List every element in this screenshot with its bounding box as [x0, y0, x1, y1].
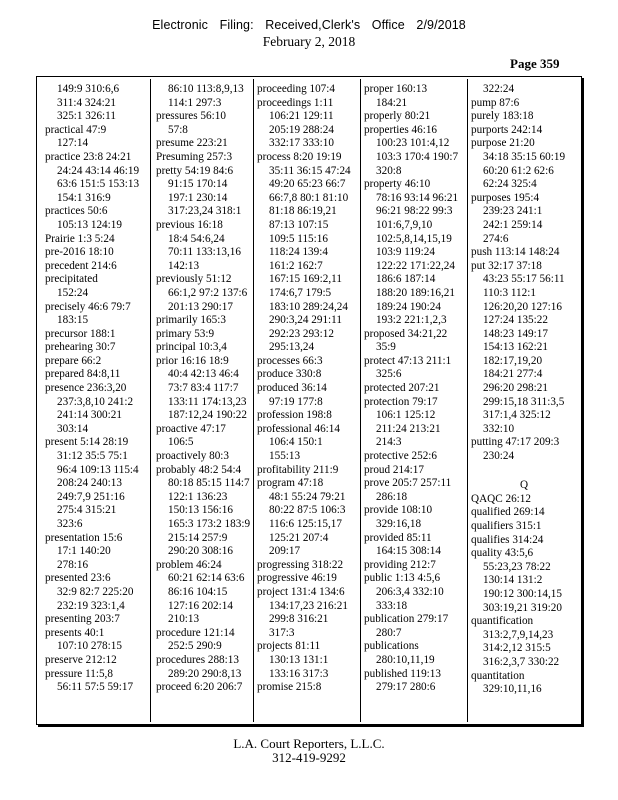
index-line: 280:10,11,19	[376, 653, 435, 666]
index-line: 183:10 289:24,24	[269, 300, 348, 313]
index-line: 187:12,24 190:22	[168, 409, 247, 422]
index-line: 133:16 317:3	[269, 667, 329, 680]
index-line: Prairie 1:3 5:24	[45, 232, 115, 245]
index-line: 279:17 280:6	[376, 681, 436, 694]
index-line: practical 47:9	[45, 123, 107, 136]
index-line: 249:7,9 251:16	[57, 490, 125, 503]
index-line: 66:1,2 97:2 137:6	[168, 286, 248, 299]
index-line: 80:18 85:15 114:7	[168, 477, 250, 490]
index-line: property 46:10	[364, 178, 431, 191]
index-line: 106:5	[168, 436, 194, 449]
index-line: 80:22 87:5 106:3	[269, 504, 346, 517]
index-line: 214:3	[376, 436, 402, 449]
index-line: 24:24 43:14 46:19	[57, 164, 140, 177]
index-table	[36, 76, 582, 725]
index-column-2	[156, 83, 262, 718]
index-line: problem 46:24	[156, 558, 222, 571]
index-line: 125:21 207:4	[269, 531, 329, 544]
index-line: 290:20 308:16	[168, 545, 233, 558]
index-line: 190:12 300:14,15	[483, 587, 562, 600]
index-line: practices 50:6	[45, 205, 108, 218]
index-line: 130:13 131:1	[269, 653, 329, 666]
stamp-date: 2/9/2018	[416, 18, 466, 32]
index-line: 186:6 187:14	[376, 273, 436, 286]
index-line: professional 46:14	[257, 422, 340, 435]
index-line: 116:6 125:15,17	[269, 518, 342, 530]
column-divider	[467, 79, 468, 722]
index-line: primarily 165:3	[156, 314, 226, 327]
index-line: 313:2,7,9,14,23	[483, 628, 554, 641]
index-line: publication 279:17	[364, 613, 449, 626]
index-line: 63:6 151:5 153:13	[57, 178, 140, 191]
index-line: processes 66:3	[257, 354, 323, 367]
index-line: 155:13	[269, 450, 301, 463]
index-line: 215:14 257:9	[168, 531, 228, 544]
index-line: precipitated	[45, 273, 98, 286]
index-line: proposed 34:21,22	[364, 327, 448, 340]
index-line: procedures 288:13	[156, 653, 239, 666]
index-line: proper 160:13	[364, 83, 428, 95]
index-line: prior 16:16 18:9	[156, 354, 229, 367]
index-line: 103:3 170:4 190:7	[376, 150, 459, 163]
index-line: 164:15 308:14	[376, 545, 441, 558]
index-line: 60:20 61:2 62:6	[483, 164, 554, 177]
index-line: protection 79:17	[364, 395, 438, 408]
index-line: 230:24	[483, 450, 515, 463]
index-line: 161:2 162:7	[269, 259, 323, 272]
index-line: 329:16,18	[376, 518, 422, 530]
index-line: progressing 318:22	[257, 558, 344, 571]
index-line: 101:6,7,9,10	[376, 218, 433, 231]
index-line: purely 183:18	[471, 110, 534, 123]
index-line: quality 43:5,6	[471, 547, 534, 560]
index-line: 106:21 129:11	[269, 110, 334, 123]
index-line: 197:1 230:14	[168, 191, 228, 204]
index-line: 296:20 298:21	[483, 382, 548, 395]
index-line: 286:18	[376, 490, 408, 503]
index-line: 189:24 190:24	[376, 300, 441, 313]
index-line: 317:3	[269, 626, 295, 639]
index-line: Presuming 257:3	[156, 150, 233, 163]
index-line: 48:1 55:24 79:21	[269, 490, 346, 503]
index-line: qualifies 314:24	[471, 533, 544, 546]
index-line: 126:20,20 127:16	[483, 300, 562, 313]
index-line: putting 47:17 209:3	[471, 436, 560, 449]
index-line: proceedings 1:11	[257, 96, 334, 109]
index-line: 118:24 139:4	[269, 246, 328, 259]
index-line: process 8:20 19:19	[257, 150, 342, 163]
index-line: 193:2 221:1,2,3	[376, 314, 447, 327]
index-line: prepared 84:8,11	[45, 368, 121, 381]
index-column-3	[257, 83, 363, 718]
index-line: 55:23,23 78:22	[483, 560, 551, 573]
index-line: 165:3 173:2 183:9	[168, 518, 251, 530]
stamp-received: Received,Clerk's	[265, 18, 361, 32]
index-line: preserve 212:12	[45, 653, 117, 666]
index-line: previous 16:18	[156, 218, 223, 231]
index-line: 106:4 150:1	[269, 436, 323, 449]
index-line: 182:17,19,20	[483, 354, 543, 367]
index-line: properly 80:21	[364, 110, 431, 123]
index-line: 86:10 113:8,9,13	[168, 83, 244, 95]
index-line: provide 108:10	[364, 504, 433, 517]
index-line: 325:1 326:11	[57, 110, 116, 123]
index-line: proceed 6:20 206:7	[156, 681, 243, 694]
index-line: pump 87:6	[471, 96, 520, 109]
index-line: 122:22 171:22,24	[376, 259, 455, 272]
index-line: presume 223:21	[156, 137, 228, 150]
index-line: 317:1,4 325:12	[483, 409, 551, 422]
index-line: public 1:13 4:5,6	[364, 572, 441, 585]
index-line: 35:11 36:15 47:24	[269, 164, 351, 177]
index-line: 290:3,24 291:11	[269, 314, 342, 327]
index-line: principal 10:3,4	[156, 341, 227, 354]
index-line: 174:6,7 179:5	[269, 286, 332, 299]
index-line: 299:8 316:21	[269, 613, 329, 626]
column-divider	[253, 79, 254, 722]
index-line: presentation 15:6	[45, 531, 123, 544]
index-line: published 119:13	[364, 667, 441, 680]
index-line: precisely 46:6 79:7	[45, 300, 131, 313]
index-column-4	[364, 83, 470, 718]
index-line: 109:5 115:16	[269, 232, 328, 245]
index-line: 31:12 35:5 75:1	[57, 450, 128, 463]
index-line: 149:9 310:6,6	[57, 83, 120, 95]
index-line: 154:1 316:9	[57, 191, 111, 204]
index-line: 127:24 135:22	[483, 314, 548, 327]
stamp-office: Office	[371, 18, 405, 32]
index-line: 34:18 35:15 60:19	[483, 150, 566, 163]
index-line: providing 212:7	[364, 558, 436, 571]
index-line: 97:19 177:8	[269, 395, 323, 408]
index-line: probably 48:2 54:4	[156, 463, 242, 476]
index-line: 206:3,4 332:10	[376, 585, 444, 598]
index-line: 148:23 149:17	[483, 327, 548, 340]
index-line: 252:5 290:9	[168, 640, 222, 653]
index-line: 134:17,23 216:21	[269, 599, 348, 612]
index-column-5	[471, 83, 577, 718]
index-line: properties 46:16	[364, 123, 438, 136]
index-line: progressive 46:19	[257, 572, 337, 585]
index-line: 107:10 278:15	[57, 640, 122, 653]
index-line: purposes 195:4	[471, 191, 540, 204]
index-line: 201:13 290:17	[168, 300, 233, 313]
index-line: presented 23:6	[45, 572, 111, 585]
footer-company: L.A. Court Reporters, L.L.C.	[233, 736, 385, 751]
index-line: 105:13 124:19	[57, 218, 122, 231]
index-line: profession 198:8	[257, 409, 332, 422]
filing-stamp	[0, 18, 618, 32]
letter-heading: Q	[519, 479, 529, 492]
index-line: 110:3 112:1	[483, 286, 536, 299]
index-line: pressures 56:10	[156, 110, 226, 123]
index-line: 56:11 57:5 59:17	[57, 681, 134, 694]
stamp-filing: Filing:	[219, 18, 254, 32]
index-column-1	[45, 83, 151, 718]
index-line: 208:24 240:13	[57, 477, 122, 490]
index-line: 35:9	[376, 341, 396, 354]
index-line: 122:1 136:23	[168, 490, 228, 503]
index-line: produce 330:8	[257, 368, 322, 381]
index-line: pressure 11:5,8	[45, 667, 113, 680]
index-line: profitability 211:9	[257, 463, 339, 476]
index-line: 280:7	[376, 626, 402, 639]
index-line: put 32:17 37:18	[471, 259, 542, 272]
index-line: purpose 21:20	[471, 137, 535, 150]
index-line: presence 236:3,20	[45, 382, 127, 395]
index-line: 311:4 324:21	[57, 96, 116, 109]
index-line: 314:2,12 315:5	[483, 642, 551, 655]
index-line: 96:21 98:22 99:3	[376, 205, 453, 218]
index-line: quantitation	[471, 669, 525, 682]
index-line: 106:1 125:12	[376, 409, 436, 422]
index-line: qualifiers 315:1	[471, 520, 542, 532]
index-line: protective 252:6	[364, 450, 438, 463]
index-line: 322:24	[483, 83, 515, 95]
index-line: 325:6	[376, 368, 402, 381]
index-line: 278:16	[57, 558, 89, 571]
index-line: proactively 80:3	[156, 450, 230, 463]
footer-phone: 312-419-9292	[272, 750, 346, 765]
index-line: 102:5,8,14,15,19	[376, 232, 452, 245]
index-line: 154:13 162:21	[483, 341, 548, 354]
index-line: project 131:4 134:6	[257, 585, 345, 598]
index-line: 86:16 104:15	[168, 585, 228, 598]
index-line: procedure 121:14	[156, 626, 235, 639]
index-line: 205:19 288:24	[269, 123, 334, 136]
index-line: 295:13,24	[269, 341, 315, 354]
index-line: 320:8	[376, 164, 402, 177]
index-line: precursor 188:1	[45, 327, 116, 340]
index-line: 103:9 119:24	[376, 246, 435, 259]
index-line: 211:24 213:21	[376, 422, 441, 435]
index-line: 81:18 86:19,21	[269, 205, 337, 218]
index-line: pre-2016 18:10	[45, 246, 114, 259]
index-line: publications	[364, 640, 419, 653]
index-line: 114:1 297:3	[168, 96, 222, 109]
index-line: present 5:14 28:19	[45, 436, 129, 449]
index-line: pretty 54:19 84:6	[156, 164, 234, 177]
index-line: protected 207:21	[364, 382, 440, 395]
index-line: proceeding 107:4	[257, 83, 335, 95]
blank-line	[471, 464, 577, 478]
index-line: 242:1 259:14	[483, 218, 543, 231]
index-line: 49:20 65:23 66:7	[269, 178, 346, 191]
index-line: 96:4 109:13 115:4	[57, 463, 139, 476]
index-line: 241:14 300:21	[57, 409, 122, 422]
index-line: prove 205:7 257:11	[364, 477, 452, 490]
stamp-electronic: Electronic	[152, 18, 209, 32]
index-line: 66:7,8 80:1 81:10	[269, 191, 349, 204]
index-line: program 47:18	[257, 477, 324, 490]
index-line: protect 47:13 211:1	[364, 354, 452, 367]
index-line: 209:17	[269, 545, 301, 558]
index-line: presents 40:1	[45, 626, 105, 639]
index-line: 316:2,3,7 330:22	[483, 655, 560, 668]
page-number: Page 359	[510, 56, 560, 71]
column-divider	[150, 79, 151, 722]
index-line: produced 36:14	[257, 382, 327, 395]
index-line: 210:13	[168, 613, 200, 626]
index-line: 18:4 54:6,24	[168, 232, 225, 245]
index-line: prepare 66:2	[45, 354, 102, 367]
index-line: 317:23,24 318:1	[168, 205, 242, 218]
index-line: provided 85:11	[364, 531, 432, 544]
index-line: 127:14	[57, 137, 89, 150]
index-line: 332:10	[483, 422, 515, 435]
index-line: 78:16 93:14 96:21	[376, 191, 459, 204]
index-line: 289:20 290:8,13	[168, 667, 242, 680]
index-line: 333:18	[376, 599, 408, 612]
index-line: 232:19 323:1,4	[57, 599, 125, 612]
index-line: 130:14 131:2	[483, 574, 543, 587]
index-line: 70:11 133:13,16	[168, 246, 241, 259]
index-line: 62:24 325:4	[483, 178, 537, 191]
index-line: primary 53:9	[156, 327, 215, 340]
index-line: 303:14	[57, 422, 89, 435]
index-line: quantification	[471, 615, 534, 628]
index-line: 239:23 241:1	[483, 205, 543, 218]
index-line: 274:6	[483, 232, 509, 245]
index-line: 184:21 277:4	[483, 368, 543, 381]
index-line: previously 51:12	[156, 273, 232, 286]
index-line: 43:23 55:17 56:11	[483, 273, 565, 286]
index-line: 323:6	[57, 518, 83, 530]
index-line: 40:4 42:13 46:4	[168, 368, 239, 381]
index-line: promise 215:8	[257, 681, 322, 694]
index-line: proactive 47:17	[156, 422, 226, 435]
index-line: push 113:14 148:24	[471, 246, 560, 259]
index-line: purports 242:14	[471, 123, 543, 136]
index-line: 167:15 169:2,11	[269, 273, 342, 286]
index-line: 184:21	[376, 96, 408, 109]
index-line: 152:24	[57, 286, 89, 299]
index-line: QAQC 26:12	[471, 492, 531, 505]
index-line: 127:16 202:14	[168, 599, 233, 612]
index-line: 87:13 107:15	[269, 218, 329, 231]
index-line: 100:23 101:4,12	[376, 137, 450, 150]
index-line: 292:23 293:12	[269, 327, 334, 340]
index-line: 17:1 140:20	[57, 545, 111, 558]
index-line: 60:21 62:14 63:6	[168, 572, 245, 585]
index-line: 32:9 82:7 225:20	[57, 585, 134, 598]
index-line: 133:11 174:13,23	[168, 395, 247, 408]
index-line: 329:10,11,16	[483, 683, 542, 696]
index-line: prehearing 30:7	[45, 341, 116, 354]
index-line: 237:3,8,10 241:2	[57, 395, 134, 408]
index-line: 183:15	[57, 314, 89, 327]
index-line: 332:17 333:10	[269, 137, 334, 150]
index-line: 299:15,18 311:3,5	[483, 395, 565, 408]
index-line: 57:8	[168, 123, 188, 136]
index-line: 142:13	[168, 259, 200, 272]
index-line: 150:13 156:16	[168, 504, 233, 517]
index-line: presenting 203:7	[45, 613, 120, 626]
index-line: precedent 214:6	[45, 259, 117, 272]
column-divider	[360, 79, 361, 722]
index-line: qualified 269:14	[471, 506, 545, 519]
index-line: 91:15 170:14	[168, 178, 228, 191]
index-line: proud 214:17	[364, 463, 424, 476]
index-line: 73:7 83:4 117:7	[168, 382, 239, 395]
index-line: 303:19,21 319:20	[483, 601, 562, 614]
index-line: projects 81:11	[257, 640, 321, 653]
index-line: 275:4 315:21	[57, 504, 117, 517]
index-line: 188:20 189:16,21	[376, 286, 455, 299]
index-line: practice 23:8 24:21	[45, 150, 132, 163]
filed-date: February 2, 2018	[262, 34, 356, 49]
